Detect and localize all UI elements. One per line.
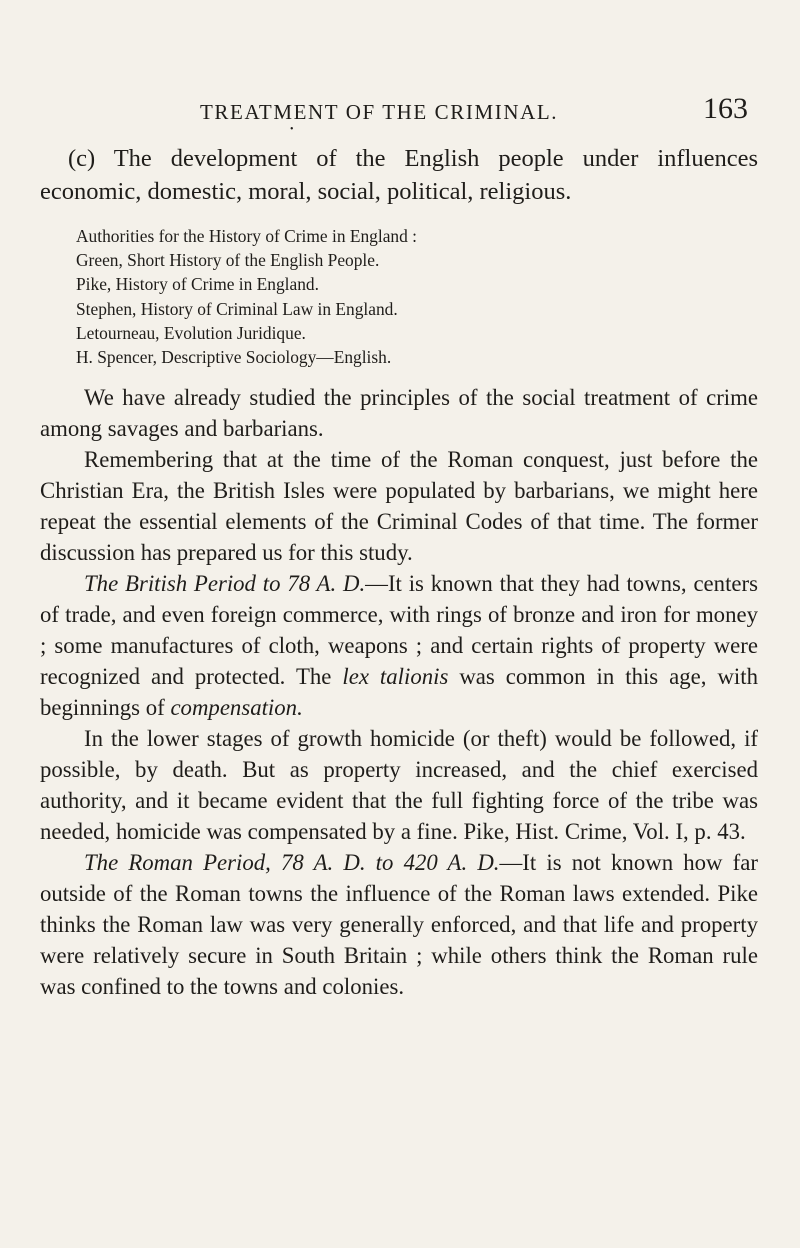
paragraph: The British Period to 78 A. D.—It is known that they had towns, centers of trade, and even foreign commerce, with rings of bronze and iron for money ; some manufactures of cloth, weapons ; and certain rights of property were recognized and protected. The lex talionis was common in this age, with beginnings of compensation. bbox=[40, 571, 758, 721]
latin-term: lex talionis bbox=[342, 664, 449, 690]
paragraph: Remembering that at the time of the Roman conquest, just before the Christian Era, the British Isles were populated by barbarians, we might here repeat the essential elements of the Criminal Codes of that time. The former discussion has prepared us for this study. bbox=[40, 447, 758, 566]
book-page bbox=[40, 92, 758, 1002]
emphasis-term: compensation. bbox=[170, 695, 303, 721]
authority-item: Stephen, History of Criminal Law in England. bbox=[76, 298, 398, 319]
authority-item: Letourneau, Evolution Juridique. bbox=[76, 322, 306, 343]
running-title: TREATMENT OF THE CRIMINAL. bbox=[200, 100, 559, 124]
paragraph: The Roman Period, 78 A. D. to 420 A. D.—It is not known how far outside of the Roman towns the influence of the Roman laws extended. Pike thinks the Roman law was very generally enforced, and that life and property were relatively secure in South Britain ; while others think the Roman rule was confined to the towns and colonies. bbox=[40, 850, 758, 1000]
authority-item: H. Spencer, Descriptive Sociology—English. bbox=[76, 347, 392, 368]
authority-item: Pike, History of Crime in England. bbox=[76, 274, 319, 295]
paragraph: We have already studied the principles of the social treatment of crime among savages and barbarians. bbox=[40, 385, 758, 442]
section-heading: (c) The development of the English people under influences economic, domestic, moral, social, political, religious. bbox=[40, 145, 758, 205]
paragraph: In the lower stages of growth homicide (or theft) would be followed, if possible, by death. But as property increased, and the chief exercised authority, and it became evident that the full fighting force of the tribe was needed, homicide was compensated by a fine. Pike, Hist. Crime, Vol. I, p. 43. bbox=[40, 726, 758, 845]
authority-item: Green, Short History of the English People. bbox=[76, 250, 380, 271]
printer-mark: • bbox=[290, 124, 295, 135]
period-heading: The Roman Period, 78 A. D. to 420 A. D. bbox=[84, 850, 500, 876]
authorities-list bbox=[40, 224, 758, 369]
authorities-heading: Authorities for the History of Crime in England : bbox=[76, 226, 417, 246]
page-number: 163 bbox=[703, 92, 748, 125]
period-heading: The British Period to 78 A. D. bbox=[84, 571, 366, 597]
running-head bbox=[40, 92, 758, 135]
body-text bbox=[40, 382, 758, 1002]
